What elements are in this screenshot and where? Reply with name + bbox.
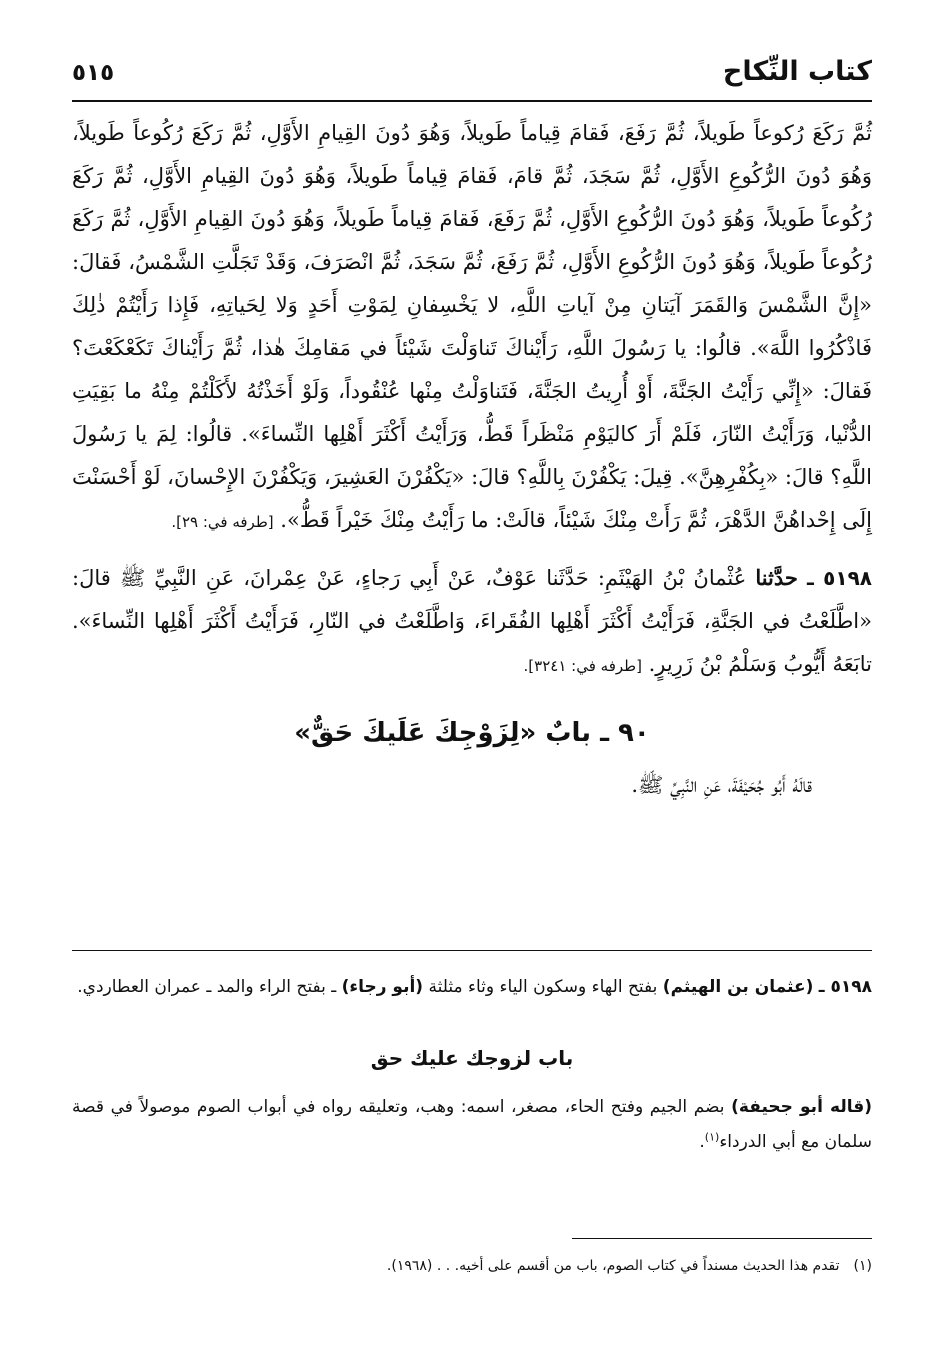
commentary-note-chapter-end: . bbox=[699, 1132, 705, 1152]
chapter-heading: ٩٠ ـ بابٌ «لِزَوْجِكَ عَلَيكَ حَقٌّ» bbox=[294, 718, 650, 748]
hadith-5198-ref: [طرفه في: ٣٢٤١]. bbox=[523, 657, 642, 675]
book-title: كتاب النِّكاح bbox=[722, 56, 872, 87]
commentary-note-5198-text-2: ـ بفتح الراء والمد ـ عمران العطاردي. bbox=[77, 977, 337, 997]
commentary-heading: باب لزوجك عليك حق bbox=[370, 1046, 574, 1070]
footnote-marker: (١) bbox=[704, 1130, 720, 1144]
hadith-5198-number: ٥١٩٨ ـ bbox=[806, 566, 872, 590]
commentary-note-5198-bold-2: (أبو رجاء) bbox=[341, 977, 424, 997]
page-number: ٥١٥ bbox=[72, 60, 115, 86]
hadith-5198-text: عُثْمانُ بْنُ الهَيْثَمِ: حَدَّثَنا عَوْفٌ، عَنْ أَبِي رَجاءٍ، عَنْ عِمْرانَ، عَنِ النَّبِيِّ ﷺ قالَ: «اطَّلَعْتُ في الجَنَّةِ، فَرَأَيْتُ أَكْثَرَ أَهْلِها الفُقَراءَ، وَاطَّلَعْتُ في النّارِ، فَرَأَيْتُ أَكْثَرَ أَهْلِها النِّساءَ». تابَعَهُ أَيُّوبُ وَسَلْمُ بْنُ زَرِيرٍ. bbox=[72, 566, 872, 676]
commentary-note-chapter-bold: (قاله أبو جحيفة) bbox=[731, 1097, 872, 1117]
hadith-continuation bbox=[72, 112, 872, 544]
commentary-note-5198 bbox=[72, 970, 872, 1005]
page-header bbox=[72, 48, 872, 98]
header-rule bbox=[72, 100, 872, 102]
hadith-5198-lead: حدَّثنا bbox=[755, 565, 798, 590]
main-text bbox=[72, 112, 872, 807]
footnote bbox=[72, 1253, 872, 1279]
hadith-5198 bbox=[72, 556, 872, 688]
commentary-note-chapter-text: بضم الجيم وفتح الحاء، مصغر، اسمه: وهب، وتعليقه رواه في أبواب الصوم موصولاً في قصة سلمان مع أبي الدرداء bbox=[72, 1097, 872, 1152]
footnote-rule bbox=[572, 1238, 872, 1239]
commentary-divider bbox=[72, 950, 872, 951]
footnote-text: تقدم هذا الحديث مسنداً في كتاب الصوم، باب من أقسم على أخيه. . . (١٩٦٨). bbox=[386, 1258, 840, 1274]
commentary bbox=[72, 970, 872, 1160]
commentary-note-5198-text-1: بفتح الهاء وسكون الياء وثاء مثلثة bbox=[428, 977, 658, 997]
commentary-note-chapter bbox=[72, 1090, 872, 1160]
commentary-note-5198-number: ٥١٩٨ ـ bbox=[818, 977, 872, 997]
chapter-note: قالَهُ أَبُو جُحَيْفَةَ، عَنِ النَّبِيِّ ﷺ. bbox=[631, 773, 812, 797]
hadith-continuation-text: ثُمَّ رَكَعَ رُكوعاً طَويلاً، ثُمَّ رَفَعَ، فَقامَ قِياماً طَويلاً، وَهُوَ دُونَ القِيامِ الأَوَّلِ، ثُمَّ رَكَعَ رُكُوعاً طَويلاً، وَهُوَ دُونَ الرُّكُوعِ الأَوَّلِ، ثُمَّ سَجَدَ، ثُمَّ قامَ، فَقامَ قِياماً طَويلاً، وَهُوَ دُونَ القِيامِ الأَوَّلِ، ثُمَّ رَكَعَ رُكُوعاً طَويلاً، وَهُوَ دُونَ الرُّكُوعِ الأَوَّلِ، ثُمَّ رَفَعَ، فَقامَ قِياماً طَويلاً، وَهُوَ دُونَ القِيامِ الأَوَّلِ، ثُمَّ رَكَعَ رُكُوعاً طَويلاً، وَهُوَ دُونَ الرُّكُوعِ الأَوَّلِ، ثُمَّ رَفَعَ، ثُمَّ سَجَدَ، ثُمَّ انْصَرَفَ، وَقَدْ تَجَلَّتِ الشَّمْسُ، فَقالَ: «إِنَّ الشَّمْسَ وَالقَمَرَ آيَتانِ مِنْ آياتِ اللَّهِ، لا يَخْسِفانِ لِمَوْتِ أَحَدٍ وَلا لِحَياتِهِ، فَإِذا رَأَيْتُمْ ذٰلِكَ فَاذْكُرُوا اللَّهَ». قالُوا: يا رَسُولَ اللَّهِ، رَأَيْناكَ تَناوَلْتَ شَيْئاً في مَقامِكَ هٰذا، ثُمَّ رَأَيْناكَ تَكَعْكَعْتَ؟ فَقالَ: «إِنِّي رَأَيْتُ الجَنَّةَ، أَوْ أُرِيتُ الجَنَّةَ، فَتَناوَلْتُ مِنْها عُنْقُوداً، وَلَوْ أَخَذْتُهُ لأَكَلْتُمْ مِنْهُ ما بَقِيَتِ الدُّنْيا، وَرَأَيْتُ النّارَ، فَلَمْ أَرَ كاليَوْمِ مَنْظَراً قَطُّ، وَرَأَيْتُ أَكْثَرَ أَهْلِها النِّساءَ». قالُوا: لِمَ يا رَسُولَ اللَّهِ؟ قالَ: «بِكُفْرِهِنَّ». قِيلَ: يَكْفُرْنَ بِاللَّهِ؟ قالَ: «يَكْفُرْنَ العَشِيرَ، وَيَكْفُرْنَ الإِحْسانَ، لَوْ أَحْسَنْتَ إِلَى إِحْداهُنَّ الدَّهْرَ، ثُمَّ رَأَتْ مِنْكَ شَيْئاً، قالَتْ: ما رَأَيْتُ مِنْكَ خَيْراً قَطُّ». bbox=[72, 121, 872, 532]
footnote-number: (١) bbox=[853, 1258, 872, 1274]
commentary-note-5198-bold: (عثمان بن الهيثم) bbox=[662, 977, 814, 997]
hadith-continuation-ref: [طرفه في: ٢٩]. bbox=[171, 513, 274, 531]
